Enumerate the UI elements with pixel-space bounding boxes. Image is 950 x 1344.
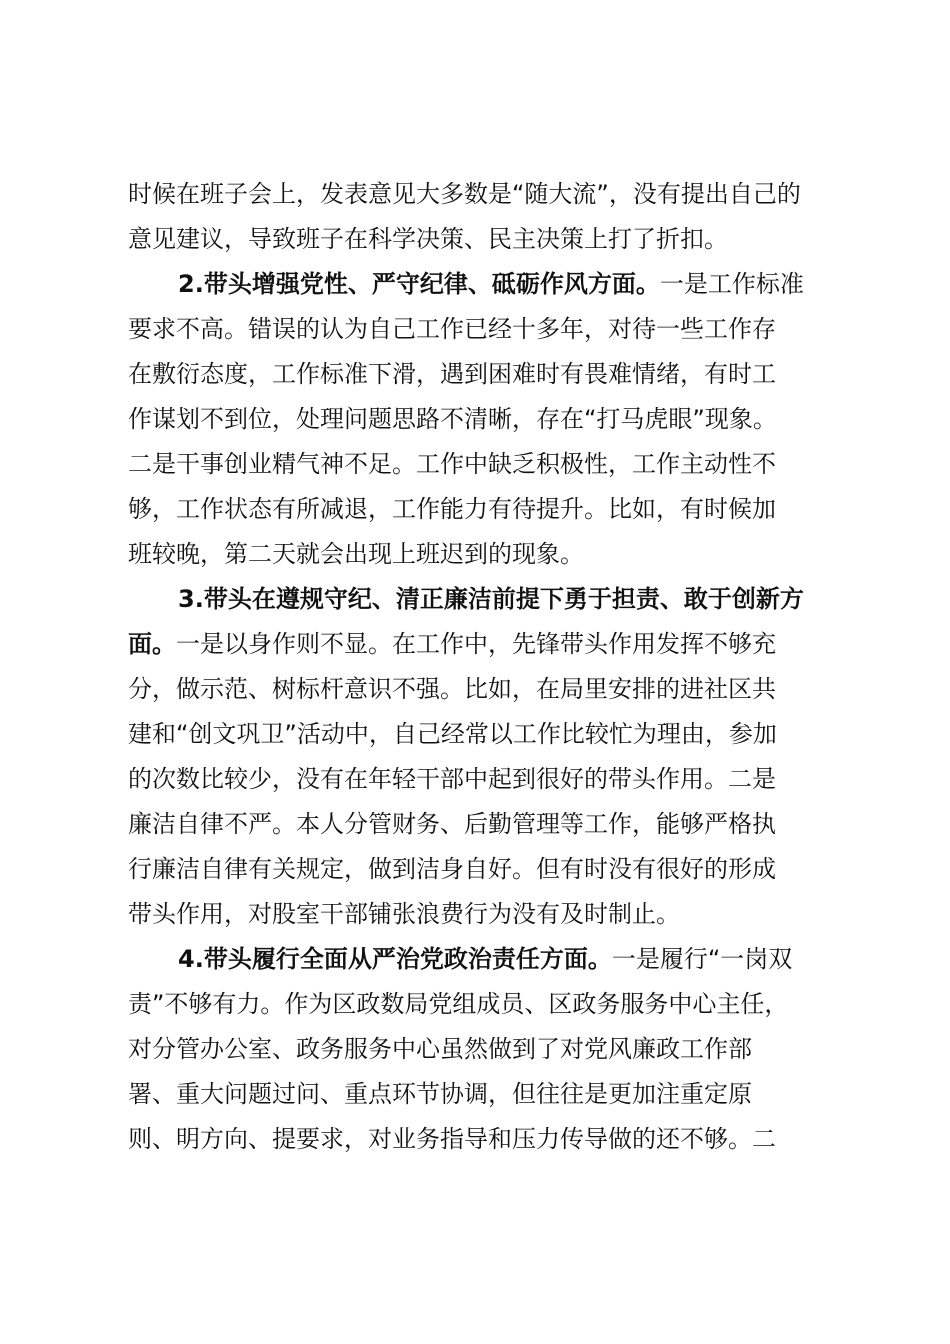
body-text: 则、明方向、提要求，对业务指导和压力传导做的还不够。二 xyxy=(128,1125,776,1153)
body-text: 的次数比较少，没有在年轻干部中起到很好的带头作用。二是 xyxy=(128,765,776,793)
text-line xyxy=(128,217,828,262)
body-text: 署、重大问题过问、重点环节协调，但往往是更加注重定原 xyxy=(128,1080,752,1108)
text-line xyxy=(128,982,828,1027)
text-line xyxy=(128,487,828,532)
body-text: 一是以身作则不显。在工作中，先锋带头作用发挥不够充 xyxy=(176,630,776,658)
text-line xyxy=(128,802,828,847)
section-heading: 2.带头增强党性、严守纪律、砥砺作风方面。 xyxy=(178,270,660,298)
section-heading: 面。 xyxy=(128,630,176,658)
body-text: 廉洁自律不严。本人分管财务、后勤管理等工作，能够严格执 xyxy=(128,810,776,838)
body-text: 带头作用，对股室干部铺张浪费行为没有及时制止。 xyxy=(128,900,680,928)
text-line xyxy=(128,532,828,577)
text-line xyxy=(128,937,828,982)
body-text: 班较晚，第二天就会出现上班迟到的现象。 xyxy=(128,540,584,568)
text-line xyxy=(128,172,828,217)
body-text: 责”不够有力。作为区政数局党组成员、区政务服务中心主任， xyxy=(128,990,789,1018)
section-heading: 3.带头在遵规守纪、清正廉洁前提下勇于担责、敢于创新方 xyxy=(178,585,804,613)
body-text: 够，工作状态有所减退，工作能力有待提升。比如，有时候加 xyxy=(128,495,776,523)
body-text: 对分管办公室、政务服务中心虽然做到了对党风廉政工作部 xyxy=(128,1035,752,1063)
text-line xyxy=(128,307,828,352)
body-text: 意见建议，导致班子在科学决策、民主决策上打了折扣。 xyxy=(128,225,728,253)
text-line xyxy=(128,577,828,622)
body-text: 行廉洁自律有关规定，做到洁身自好。但有时没有很好的形成 xyxy=(128,855,776,883)
text-line xyxy=(128,1117,828,1162)
body-text: 建和“创文巩卫”活动中，自己经常以工作比较忙为理由，参加 xyxy=(128,720,777,748)
text-line xyxy=(128,892,828,937)
text-line xyxy=(128,352,828,397)
text-line xyxy=(128,622,828,667)
body-text: 一是履行“一岗双 xyxy=(611,945,793,973)
text-line xyxy=(128,442,828,487)
body-text: 时候在班子会上，发表意见大多数是“随大流”，没有提出自己的 xyxy=(128,180,801,208)
text-line xyxy=(128,1027,828,1072)
text-line xyxy=(128,397,828,442)
text-line xyxy=(128,667,828,712)
body-text: 分，做示范、树标杆意识不强。比如，在局里安排的进社区共 xyxy=(128,675,776,703)
body-text: 一是工作标准 xyxy=(659,270,804,298)
section-heading: 4.带头履行全面从严治党政治责任方面。 xyxy=(178,945,612,973)
text-line xyxy=(128,757,828,802)
body-text: 要求不高。错误的认为自己工作已经十多年，对待一些工作存 xyxy=(128,315,776,343)
document-page xyxy=(128,172,828,1162)
body-text: 在敷衍态度，工作标准下滑，遇到困难时有畏难情绪，有时工 xyxy=(128,360,776,388)
text-line xyxy=(128,1072,828,1117)
text-line xyxy=(128,262,828,307)
body-text: 二是干事创业精气神不足。工作中缺乏积极性，工作主动性不 xyxy=(128,450,776,478)
body-text: 作谋划不到位，处理问题思路不清晰，存在“打马虎眼”现象。 xyxy=(128,405,777,433)
text-line xyxy=(128,712,828,757)
text-line xyxy=(128,847,828,892)
